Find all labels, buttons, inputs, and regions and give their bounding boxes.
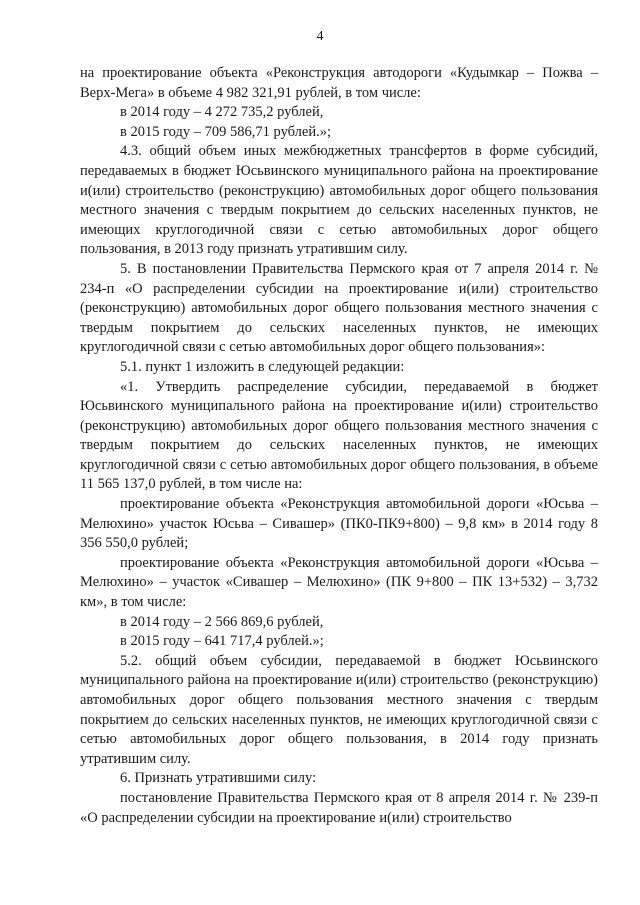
document-body (80, 64, 598, 828)
paragraph: в 2014 году – 4 272 735,2 рублей, (120, 104, 324, 121)
paragraph: в 2015 году – 641 717,4 рублей.»; (120, 633, 324, 650)
paragraph: проектирование объекта «Реконструкция автомобильной дороги «Юсьва – Мелюхино» – участок «Сивашер – Мелюхино» (ПК 9+800 – ПК 13+532) – 3,732 км», в том числе: (80, 554, 598, 611)
paragraph: в 2015 году – 709 586,71 рублей.»; (120, 123, 331, 140)
paragraph: в 2014 году – 2 566 869,6 рублей, (120, 613, 324, 630)
paragraph: постановление Правительства Пермского края от 8 апреля 2014 г. № 239-п «О распределении субсидии на проектирование и(или) строительство (80, 789, 598, 826)
paragraph: 6. Признать утратившими силу: (120, 770, 317, 787)
page-number: 4 (316, 29, 324, 44)
paragraph: 5. В постановлении Правительства Пермского края от 7 апреля 2014 г. № 234-п «О распределении субсидии на проектирование и(или) строительство (реконструкцию) автомобильных дорог общего пользования местного значения с твердым покрытием до сельских населенных пунктов, не имеющих круглогодичной связи с сетью автомобильных дорог общего пользования»: (80, 260, 598, 356)
paragraph: 4.3. общий объем иных межбюджетных трансфертов в форме субсидий, передаваемых в бюджет Юсьвинского муниципального района на проектирование и(или) строительство (реконструкцию) автомобильных дорог общего пользования местного значения с твердым покрытием до сельских населенных пунктов, не имеющих круглогодичной связи с сетью автомобильных дорог общего пользования, в 2013 году признать утратившим силу. (80, 143, 598, 258)
paragraph: «1. Утвердить распределение субсидии, передаваемой в бюджет Юсьвинского муниципального района на проектирование и(или) строительство (реконструкцию) автомобильных дорог общего пользования местного значения с твердым покрытием до сельских населенных пунктов, не имеющих круглогодичной связи с сетью автомобильных дорог общего пользования, в объеме 11 565 137,0 рублей, в том числе на: (80, 378, 598, 493)
paragraph: на проектирование объекта «Реконструкция автодороги «Кудымкар – Пожва – Верх-Мега» в объеме 4 982 321,91 рублей, в том числе: (80, 65, 598, 101)
paragraph: 5.2. общий объем субсидии, передаваемой в бюджет Юсьвинского муниципального района на проектирование и(или) строительство (реконструкцию) автомобильных дорог общего пользования местного значения с твердым покрытием до сельских населенных пунктов, не имеющих круглогодичной связи с сетью автомобильных дорог общего пользования, в 2014 году признать утратившим силу. (80, 652, 598, 767)
paragraph: 5.1. пункт 1 изложить в следующей редакции: (120, 358, 405, 375)
paragraph: проектирование объекта «Реконструкция автомобильной дороги «Юсьва – Мелюхино» участок Юсьва – Сивашер» (ПК0-ПК9+800) – 9,8 км» в 2014 году 8 356 550,0 рублей; (80, 496, 598, 552)
